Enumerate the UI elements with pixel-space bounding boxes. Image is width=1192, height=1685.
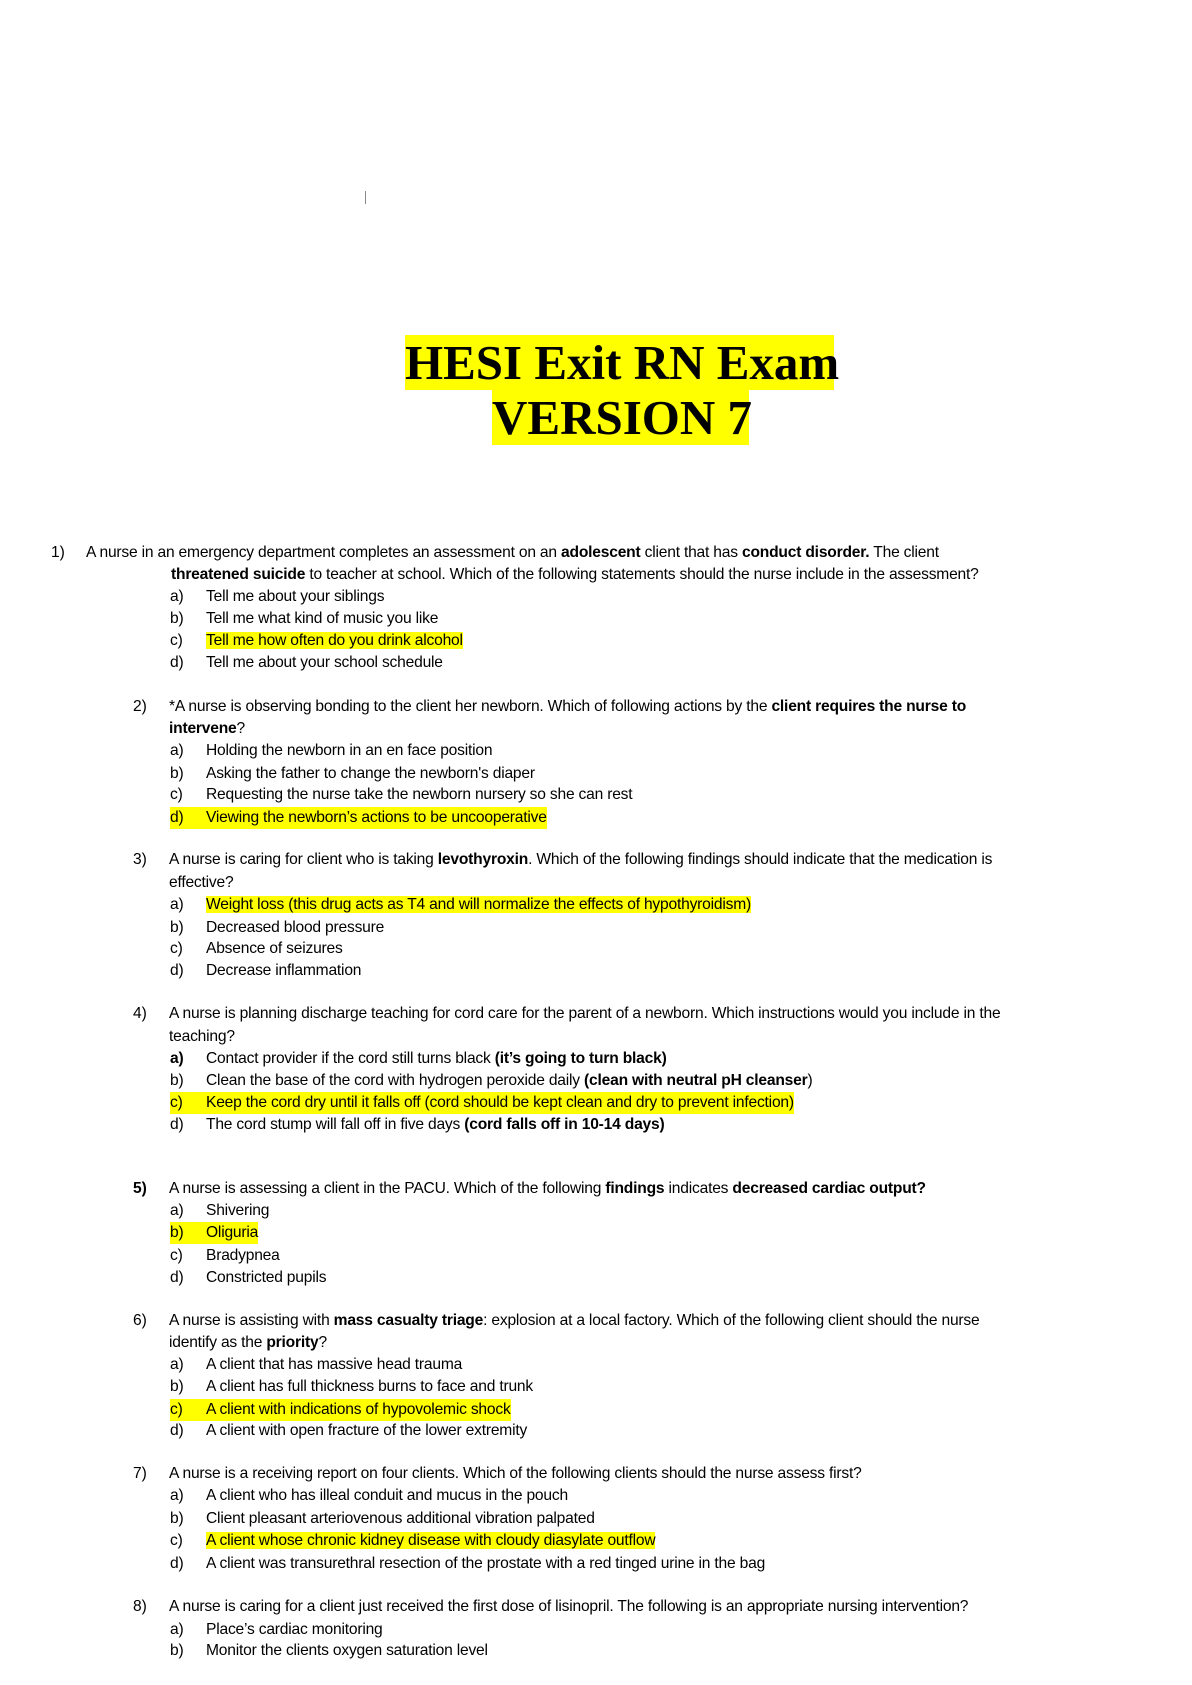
question-stem-line — [169, 696, 966, 718]
option-text — [206, 1269, 326, 1286]
option-letter: c) — [170, 1532, 183, 1549]
text-segment: effective? — [169, 874, 234, 891]
option-text — [206, 742, 492, 759]
answer-option — [170, 1640, 488, 1662]
text-segment: Shivering — [206, 1202, 270, 1219]
text-segment: Tell me what kind of music you like — [206, 610, 439, 627]
question-stem-line — [169, 849, 992, 871]
text-segment: A nurse is caring for a client just received the first dose of lisinopril. The following is an appropriate nursing intervention? — [169, 1598, 969, 1615]
text-segment: A nurse is caring for client who is taking — [169, 851, 438, 868]
bold-text: levothyroxin — [437, 851, 529, 868]
option-letter: b) — [170, 610, 184, 627]
text-segment: Constricted pupils — [206, 1269, 327, 1286]
question-number: 4) — [133, 1005, 147, 1022]
option-text — [206, 1378, 533, 1395]
option-text — [206, 1072, 812, 1089]
text-segment: Requesting the nurse take the newborn nursery so she can rest — [206, 786, 633, 803]
option-text — [206, 1532, 655, 1549]
option-letter: c) — [170, 1247, 183, 1264]
bold-text: mass casualty triage — [333, 1312, 484, 1329]
option-letter: c) — [170, 1094, 183, 1111]
bold-text: priority — [266, 1334, 319, 1351]
option-text — [206, 1621, 383, 1638]
answer-option — [170, 1508, 595, 1530]
option-letter: a) — [170, 742, 184, 759]
option-letter: d) — [170, 654, 184, 671]
text-segment: client that has — [640, 544, 742, 561]
text-segment: Weight loss (this drug acts as T4 and will normalize the effects of hypothyroidism) — [206, 896, 752, 913]
text-segment: A nurse is assisting with — [169, 1312, 334, 1329]
text-segment: The client — [869, 544, 939, 561]
bold-text: (it’s going to turn black) — [494, 1050, 667, 1067]
text-segment: Bradypnea — [206, 1247, 280, 1264]
answer-option — [170, 1267, 326, 1289]
option-letter: b) — [170, 919, 184, 936]
text-segment: Oliguria — [206, 1224, 259, 1241]
answer-option — [170, 1070, 812, 1092]
option-letter: a) — [170, 1487, 184, 1504]
answer-option — [170, 608, 438, 630]
answer-option-correct — [170, 1222, 258, 1244]
option-text — [206, 940, 343, 957]
option-letter: b) — [170, 1072, 184, 1089]
option-letter: a) — [170, 588, 184, 605]
answer-option — [170, 938, 343, 960]
option-text — [206, 919, 384, 936]
text-segment: A nurse is planning discharge teaching for cord care for the parent of a newborn. Which instructions would you include in the — [169, 1005, 1001, 1022]
text-segment: Holding the newborn in an en face position — [206, 742, 493, 759]
option-letter: c) — [170, 1401, 183, 1418]
text-segment: Decrease inflammation — [206, 962, 362, 979]
question-number: 8) — [133, 1598, 147, 1615]
option-text — [206, 896, 751, 913]
text-segment: Absence of seizures — [206, 940, 343, 957]
question-number: 1) — [51, 544, 65, 561]
text-segment: Asking the father to change the newborn's diaper — [206, 765, 535, 782]
option-text — [206, 632, 463, 649]
question-number: 2) — [133, 698, 147, 715]
text-segment: Viewing the newborn’s actions to be uncooperative — [206, 809, 547, 826]
question-number: 3) — [133, 851, 147, 868]
option-text — [206, 1247, 280, 1264]
text-segment: A client has full thickness burns to face and trunk — [206, 1378, 533, 1395]
bold-text: conduct disorder. — [741, 544, 870, 561]
question-stem-line — [169, 872, 233, 894]
option-text — [206, 1642, 488, 1659]
option-text — [206, 1202, 269, 1219]
option-text — [206, 1116, 665, 1133]
option-letter: b) — [170, 1510, 184, 1527]
option-letter: a) — [170, 1621, 184, 1638]
option-text — [206, 1094, 794, 1111]
text-segment: ) — [807, 1072, 813, 1089]
document-title-line2: VERSION 7 — [492, 390, 753, 445]
option-letter: c) — [170, 786, 183, 803]
answer-option — [170, 784, 632, 806]
answer-option — [170, 960, 361, 982]
text-segment: A client whose chronic kidney disease with cloudy diasylate outflow — [206, 1532, 656, 1549]
text-segment: : explosion at a local factory. Which of the following client should the nurse — [483, 1312, 980, 1329]
option-letter: d) — [170, 962, 184, 979]
question-stem-line — [169, 1003, 1000, 1025]
option-text — [206, 765, 535, 782]
option-text — [206, 1224, 258, 1241]
option-text — [206, 786, 632, 803]
option-letter: b) — [170, 1642, 184, 1659]
bold-text: decreased cardiac output? — [732, 1180, 926, 1197]
answer-option-correct — [170, 1530, 655, 1552]
text-segment: *A nurse is observing bonding to the client her newborn. Which of following actions by the — [169, 698, 772, 715]
text-segment: teaching? — [169, 1028, 235, 1045]
option-text — [206, 809, 547, 826]
text-segment: ? — [236, 720, 246, 737]
text-segment: A nurse is a receiving report on four clients. Which of the following clients should the nurse assess first? — [169, 1465, 862, 1482]
answer-option — [170, 1114, 665, 1136]
question-stem-line — [169, 1310, 980, 1332]
text-segment: The cord stump will fall off in five days — [206, 1116, 465, 1133]
option-text — [206, 1555, 765, 1572]
bold-text: adolescent — [561, 544, 641, 561]
question-stem-line — [86, 542, 939, 564]
text-segment: Contact provider if the cord still turns black — [206, 1050, 495, 1067]
answer-option — [170, 763, 535, 785]
answer-option — [170, 652, 443, 674]
answer-option — [170, 1553, 765, 1575]
document-title-line1: HESI Exit RN Exam — [405, 335, 840, 390]
text-segment: A nurse is assessing a client in the PACU. Which of the following — [169, 1180, 606, 1197]
text-segment: Clean the base of the cord with hydrogen peroxide daily — [206, 1072, 585, 1089]
answer-option — [170, 740, 492, 762]
option-text — [206, 588, 384, 605]
text-segment: A client who has illeal conduit and mucus in the pouch — [206, 1487, 568, 1504]
option-letter: d) — [170, 1269, 184, 1286]
text-segment: Monitor the clients oxygen saturation level — [206, 1642, 488, 1659]
option-text — [206, 1510, 595, 1527]
question-number: 6) — [133, 1312, 147, 1329]
option-letter: a) — [170, 1202, 184, 1219]
option-letter: a) — [170, 1050, 184, 1067]
text-segment: Client pleasant arteriovenous additional vibration palpated — [206, 1510, 595, 1527]
option-letter: d) — [170, 1116, 184, 1133]
bold-text: threatened suicide — [171, 566, 306, 583]
option-text — [206, 1356, 462, 1373]
option-text — [206, 1401, 511, 1418]
question-stem-line — [169, 718, 245, 740]
option-letter: c) — [170, 632, 183, 649]
text-segment: identify as the — [169, 1334, 267, 1351]
option-text — [206, 1422, 527, 1439]
option-letter: b) — [170, 1378, 184, 1395]
option-letter: d) — [170, 809, 184, 826]
option-letter: d) — [170, 1555, 184, 1572]
text-segment: A client with indications of hypovolemic shock — [206, 1401, 511, 1418]
option-text — [206, 654, 443, 671]
text-segment: Decreased blood pressure — [206, 919, 385, 936]
text-segment: A client with open fracture of the lower extremity — [206, 1422, 528, 1439]
question-stem-line — [169, 1332, 327, 1354]
option-text — [206, 962, 361, 979]
question-number: 7) — [133, 1465, 147, 1482]
option-letter: d) — [170, 1422, 184, 1439]
answer-option — [170, 1048, 667, 1070]
text-segment: A client was transurethral resection of the prostate with a red tinged urine in the bag — [206, 1555, 766, 1572]
text-cursor — [365, 191, 366, 204]
bold-text: findings — [605, 1180, 665, 1197]
text-segment: to teacher at school. Which of the following statements should the nurse include in the assessment? — [305, 566, 979, 583]
answer-option-correct — [170, 894, 751, 916]
text-segment: Tell me about your siblings — [206, 588, 385, 605]
question-number: 5) — [133, 1180, 147, 1197]
question-stem-line — [169, 1026, 235, 1048]
text-segment: Place’s cardiac monitoring — [206, 1621, 383, 1638]
text-segment: Tell me about your school schedule — [206, 654, 443, 671]
option-text — [206, 1050, 667, 1067]
bold-text: (cord falls off in 10-14 days) — [464, 1116, 665, 1133]
answer-option — [170, 1245, 280, 1267]
option-letter: a) — [170, 1356, 184, 1373]
answer-option — [170, 917, 384, 939]
answer-option — [170, 1619, 383, 1641]
answer-option — [170, 1485, 568, 1507]
option-letter: b) — [170, 765, 184, 782]
option-text — [206, 1487, 568, 1504]
answer-option-correct — [170, 630, 463, 652]
question-stem-line — [171, 564, 979, 586]
bold-text: client requires the nurse to — [771, 698, 967, 715]
question-stem-line — [169, 1596, 968, 1618]
question-stem-line — [169, 1463, 862, 1485]
bold-text: intervene — [169, 720, 237, 737]
text-segment: indicates — [664, 1180, 733, 1197]
answer-option-correct — [170, 1399, 511, 1421]
option-letter: a) — [170, 896, 184, 913]
answer-option-correct — [170, 1092, 794, 1114]
answer-option — [170, 1376, 533, 1398]
text-segment: Keep the cord dry until it falls off (cord should be kept clean and dry to prevent infection) — [206, 1094, 794, 1111]
answer-option — [170, 1354, 462, 1376]
text-segment: A nurse in an emergency department completes an assessment on an — [86, 544, 562, 561]
question-stem-line — [169, 1178, 926, 1200]
option-letter: b) — [170, 1224, 184, 1241]
answer-option — [170, 1420, 527, 1442]
answer-option-correct — [170, 807, 547, 829]
answer-option — [170, 1200, 269, 1222]
text-segment: Tell me how often do you drink alcohol — [206, 632, 463, 649]
answer-option — [170, 586, 384, 608]
text-segment: . Which of the following findings should indicate that the medication is — [528, 851, 993, 868]
text-segment: ? — [318, 1334, 327, 1351]
option-text — [206, 610, 438, 627]
bold-text: (clean with neutral pH cleanser — [584, 1072, 808, 1089]
option-letter: c) — [170, 940, 183, 957]
text-segment: A client that has massive head trauma — [206, 1356, 463, 1373]
